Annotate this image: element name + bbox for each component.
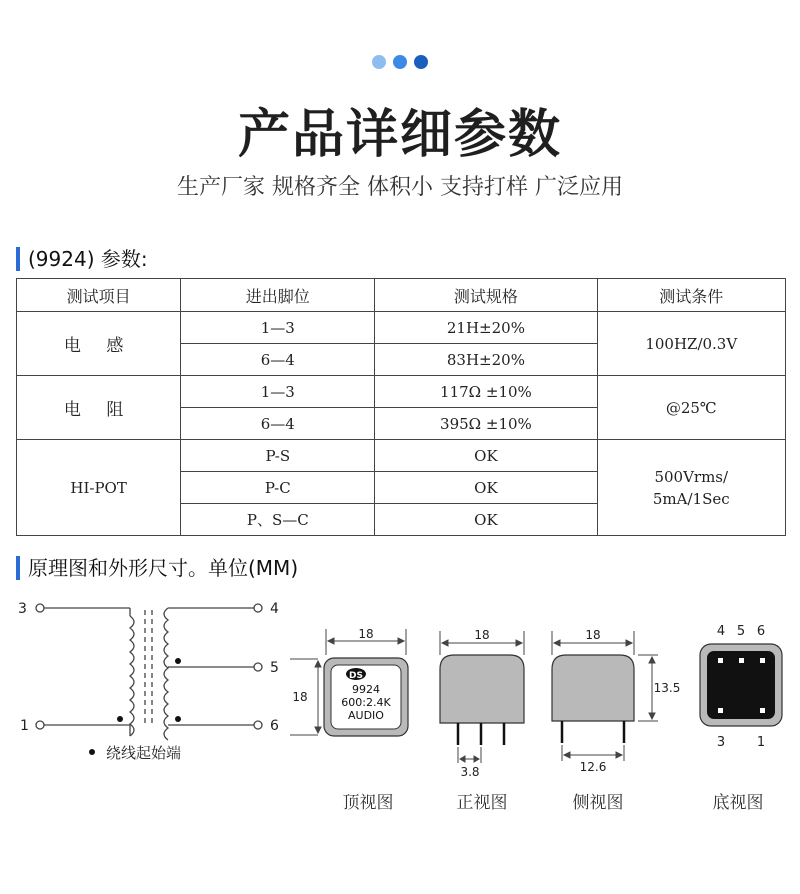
- pins-cell: 6—4: [181, 408, 375, 440]
- column-header: 测试规格: [375, 279, 597, 312]
- impedance-ratio: 600:2.4K: [341, 696, 391, 709]
- condition-cell: @25℃: [597, 376, 785, 440]
- pin-label: 1: [20, 718, 29, 734]
- schematic-diagram: [0, 590, 300, 780]
- front-view-label: 正视图: [456, 793, 508, 813]
- page-title: 产品详细参数: [237, 105, 562, 165]
- condition-cell: 100HZ/0.3V: [597, 312, 785, 376]
- pins-cell: 1—3: [181, 376, 375, 408]
- test-item-cell: HI-POT: [17, 440, 181, 536]
- dimension-label: 12.6: [579, 760, 607, 774]
- spec-cell: OK: [375, 472, 597, 504]
- side-view-label: 侧视图: [572, 793, 624, 813]
- decorative-dots: [372, 55, 428, 69]
- dimension-label: 18: [474, 628, 490, 642]
- pins-cell: P-S: [181, 440, 375, 472]
- condition-line: 500Vrms/: [654, 467, 729, 486]
- spec-cell: OK: [375, 504, 597, 536]
- part-number: 9924: [352, 683, 380, 696]
- dimension-label: 18: [358, 627, 374, 641]
- table-row: [17, 376, 786, 408]
- pin-label: 3: [716, 735, 726, 750]
- dimension-label: 18: [585, 628, 601, 642]
- table-header-row: [17, 279, 786, 312]
- condition-cell: [597, 440, 785, 536]
- dot-3: [414, 55, 428, 69]
- column-header: 测试条件: [597, 279, 785, 312]
- pin-label: 6: [756, 624, 766, 639]
- condition-line: 5mA/1Sec: [652, 489, 730, 508]
- dot-2: [393, 55, 407, 69]
- legend-text: 绕线起始端: [106, 744, 182, 762]
- legend-dot: [89, 749, 95, 755]
- table-row: [17, 312, 786, 344]
- spec-table: [16, 278, 786, 536]
- column-header: 进出脚位: [181, 279, 375, 312]
- pins-cell: P、S—C: [181, 504, 375, 536]
- pin-label: 1: [756, 735, 766, 750]
- pins-cell: P-C: [181, 472, 375, 504]
- pin-label: 5: [270, 660, 279, 676]
- table-row: [17, 440, 786, 472]
- pin-label: 3: [18, 601, 27, 617]
- brand-logo: DS: [349, 671, 363, 681]
- test-item-cell: 电 感: [17, 312, 181, 376]
- spec-cell: 395Ω ±10%: [375, 408, 597, 440]
- params-heading: (9924) 参数:: [16, 247, 148, 271]
- pin-label: 4: [716, 624, 726, 639]
- winding-start-dot: [175, 658, 181, 664]
- pin-label: 4: [270, 601, 279, 617]
- top-view-label: 顶视图: [342, 793, 394, 813]
- column-header: 测试项目: [17, 279, 181, 312]
- transformer-type: AUDIO: [348, 709, 384, 722]
- side-view-drawing: [540, 625, 690, 775]
- test-item-cell: 电 阻: [17, 376, 181, 440]
- dot-1: [372, 55, 386, 69]
- top-view-drawing: [288, 625, 418, 745]
- spec-cell: OK: [375, 440, 597, 472]
- winding-start-dot: [117, 716, 123, 722]
- page-subtitle: 生产厂家 规格齐全 体积小 支持打样 广泛应用: [177, 175, 623, 200]
- bottom-view-label: 底视图: [712, 793, 764, 813]
- pin-label: 6: [270, 718, 279, 734]
- bottom-view-drawing: [690, 620, 790, 750]
- spec-cell: 117Ω ±10%: [375, 376, 597, 408]
- pins-cell: 1—3: [181, 312, 375, 344]
- pin-label: 5: [736, 624, 746, 639]
- winding-start-dot: [175, 716, 181, 722]
- dimension-label: 18: [292, 690, 308, 704]
- spec-cell: 83H±20%: [375, 344, 597, 376]
- spec-cell: 21H±20%: [375, 312, 597, 344]
- dimension-label: 3.8: [460, 765, 480, 779]
- front-view-drawing: [430, 625, 540, 780]
- dimension-label: 13.5: [653, 681, 681, 695]
- pins-cell: 6—4: [181, 344, 375, 376]
- diagram-heading: 原理图和外形尺寸。单位(MM): [16, 556, 298, 580]
